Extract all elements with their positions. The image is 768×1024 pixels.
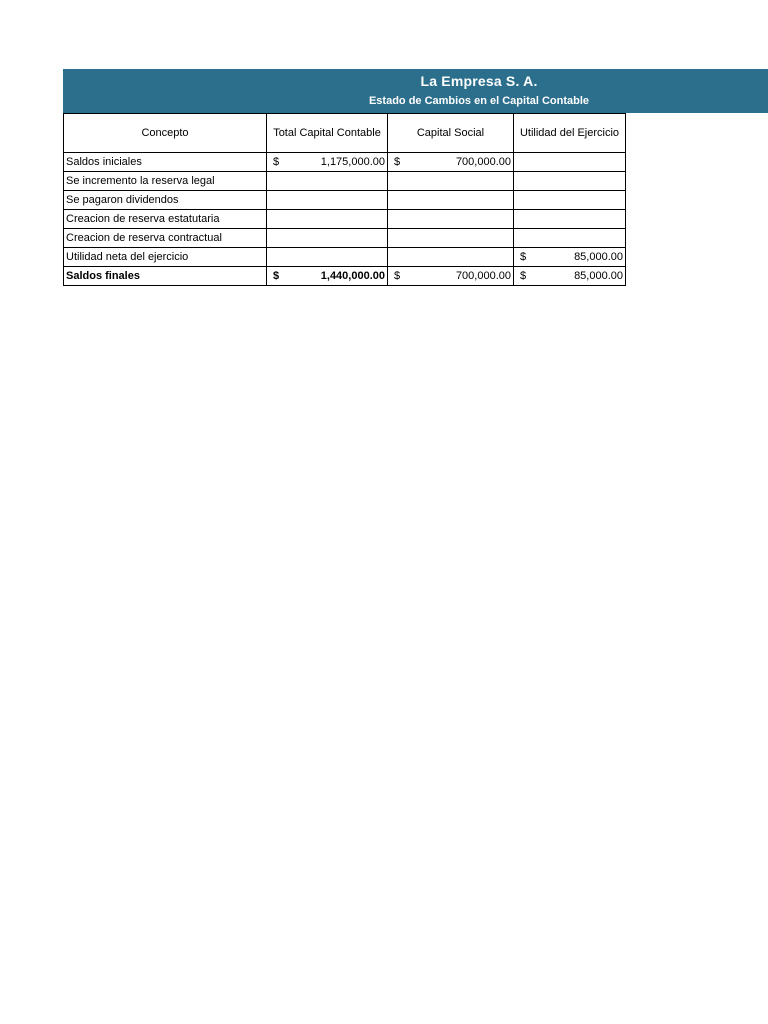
cell-total-capital[interactable] — [267, 267, 388, 286]
cell-concepto[interactable] — [64, 210, 267, 229]
currency-symbol: $ — [273, 270, 280, 282]
amount: 700,000.00 — [455, 270, 511, 282]
currency-symbol: $ — [520, 270, 527, 282]
cell-utilidad[interactable] — [514, 153, 626, 172]
cell-capital-social[interactable] — [388, 229, 514, 248]
cell-capital-social[interactable] — [388, 210, 514, 229]
cell-capital-social[interactable] — [388, 172, 514, 191]
cell-total-capital[interactable] — [267, 172, 388, 191]
currency-symbol: $ — [273, 156, 280, 168]
cell-concepto[interactable] — [64, 191, 267, 210]
cell-total-capital[interactable] — [267, 229, 388, 248]
amount: 85,000.00 — [574, 270, 623, 282]
cell-utilidad[interactable] — [514, 210, 626, 229]
cell-concepto[interactable] — [64, 172, 267, 191]
table-row — [64, 229, 626, 248]
table-row — [64, 153, 626, 172]
concepto-text: Saldos iniciales — [66, 156, 142, 168]
currency-symbol: $ — [394, 270, 401, 282]
cell-concepto[interactable] — [64, 267, 267, 286]
cell-total-capital[interactable] — [267, 153, 388, 172]
concepto-text: Saldos finales — [66, 270, 140, 282]
cell-capital-social[interactable] — [388, 191, 514, 210]
cell-capital-social[interactable] — [388, 153, 514, 172]
amount: 700,000.00 — [455, 156, 511, 168]
column-header-capital-social: Capital Social — [388, 114, 514, 153]
amount: 1,440,000.00 — [320, 270, 385, 282]
report-title: Estado de Cambios en el Capital Contable — [368, 95, 590, 107]
cell-total-capital[interactable] — [267, 210, 388, 229]
amount: 1,175,000.00 — [320, 156, 385, 168]
table-row — [64, 172, 626, 191]
cell-utilidad[interactable] — [514, 267, 626, 286]
cell-capital-social[interactable] — [388, 267, 514, 286]
company-title: La Empresa S. A. — [420, 73, 538, 89]
concepto-text: Creacion de reserva estatutaria — [66, 213, 220, 225]
column-header-concepto: Concepto — [64, 114, 267, 153]
concepto-text: Utilidad neta del ejercicio — [66, 251, 189, 263]
currency-symbol: $ — [394, 156, 401, 168]
column-header-total-capital: Total Capital Contable — [267, 114, 388, 153]
cell-concepto[interactable] — [64, 248, 267, 267]
report-header-banner — [63, 69, 768, 113]
table-row — [64, 248, 626, 267]
cell-utilidad[interactable] — [514, 172, 626, 191]
cell-utilidad[interactable] — [514, 248, 626, 267]
cell-concepto[interactable] — [64, 153, 267, 172]
currency-symbol: $ — [520, 251, 527, 263]
cell-utilidad[interactable] — [514, 191, 626, 210]
cell-capital-social[interactable] — [388, 248, 514, 267]
table-body — [64, 153, 626, 286]
concepto-text: Creacion de reserva contractual — [66, 232, 222, 244]
table-header-row — [64, 114, 626, 153]
table-row — [64, 191, 626, 210]
cell-utilidad[interactable] — [514, 229, 626, 248]
cell-total-capital[interactable] — [267, 248, 388, 267]
capital-changes-table — [63, 113, 626, 286]
concepto-text: Se incremento la reserva legal — [66, 175, 215, 187]
concepto-text: Se pagaron dividendos — [66, 194, 179, 206]
amount: 85,000.00 — [574, 251, 623, 263]
column-header-utilidad: Utilidad del Ejercicio — [514, 114, 626, 153]
cell-concepto[interactable] — [64, 229, 267, 248]
cell-total-capital[interactable] — [267, 191, 388, 210]
table-row — [64, 210, 626, 229]
table-row-total — [64, 267, 626, 286]
